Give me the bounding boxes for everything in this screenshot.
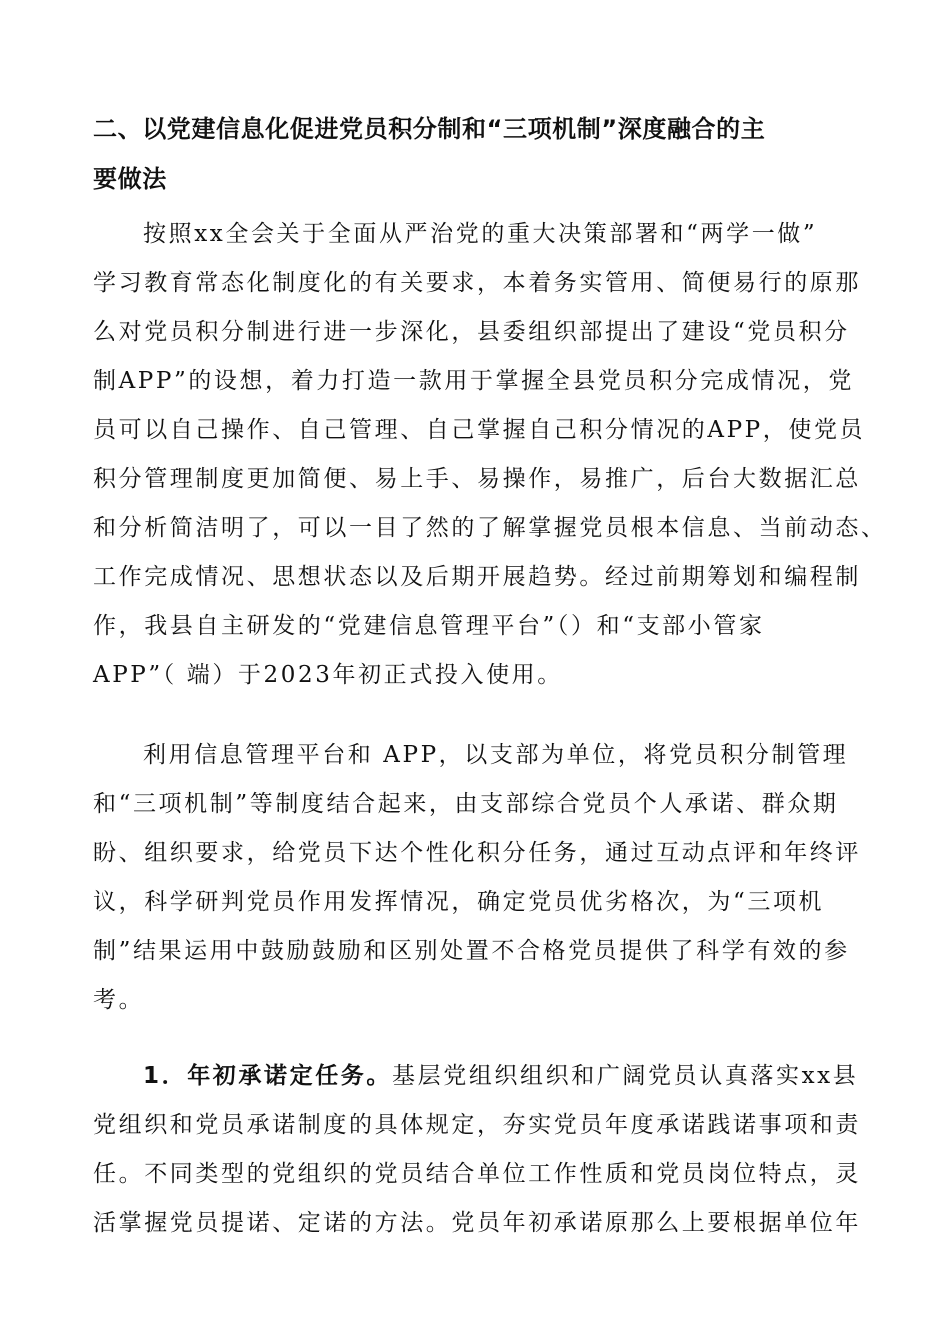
- paragraph-3-lead: 1．年初承诺定任务。: [143, 1063, 393, 1089]
- paragraph-1-line: 按照xx全会关于全面从严治党的重大决策部署和“两学一做”: [143, 221, 818, 247]
- paragraph-2-line: 议，科学研判党员作用发挥情况，确定党员优劣格次，为“三项机: [93, 889, 825, 915]
- paragraph-1-line: 和分析简洁明了，可以一目了然的了解掌握党员根本信息、当前动态、: [93, 515, 887, 541]
- paragraph-2-line: 考。: [93, 987, 145, 1013]
- paragraph-3-line: 党组织和党员承诺制度的具体规定，夯实党员年度承诺践诺事项和责: [93, 1112, 861, 1138]
- paragraph-1-line: 工作完成情况、思想状态以及后期开展趋势。经过前期筹划和编程制: [93, 564, 861, 590]
- paragraph-3-line: 活掌握党员提诺、定诺的方法。党员年初承诺原那么上要根据单位年: [93, 1210, 861, 1236]
- paragraph-2-line: 利用信息管理平台和 APP，以支部为单位，将党员积分制管理: [143, 742, 849, 768]
- paragraph-3-first-line: [143, 1061, 858, 1091]
- paragraph-3-line: 任。不同类型的党组织的党员结合单位工作性质和党员岗位特点，灵: [93, 1161, 861, 1187]
- paragraph-2-line: 和“三项机制”等制度结合起来，由支部综合党员个人承诺、群众期: [93, 791, 839, 817]
- paragraph-1-line: 制APP”的设想，着力打造一款用于掌握全县党员积分完成情况，党: [93, 368, 854, 394]
- paragraph-1-line: 作，我县自主研发的“党建信息管理平台”（）和“支部小管家: [93, 613, 765, 639]
- paragraph-1-line: 员可以自己操作、自己管理、自己掌握自己积分情况的APP，使党员: [93, 417, 866, 443]
- section-heading-line-2: 要做法: [93, 165, 167, 193]
- paragraph-3-first-rest: 基层党组织组织和广阔党员认真落实xx县: [392, 1063, 859, 1089]
- section-heading-line-1: 二、以党建信息化促进党员积分制和“三项机制”深度融合的主: [93, 115, 766, 143]
- paragraph-2-line: 盼、组织要求，给党员下达个性化积分任务，通过互动点评和年终评: [93, 840, 861, 866]
- paragraph-2-line: 制”结果运用中鼓励鼓励和区别处置不合格党员提供了科学有效的参: [93, 938, 850, 964]
- paragraph-1-line: APP”（ 端）于2023年初正式投入使用。: [93, 662, 563, 688]
- paragraph-1-line: 么对党员积分制进行进一步深化，县委组织部提出了建设“党员积分: [93, 319, 850, 345]
- paragraph-1-line: 积分管理制度更加简便、易上手、易操作，易推广，后台大数据汇总: [93, 466, 861, 492]
- paragraph-1-line: 学习教育常态化制度化的有关要求，本着务实管用、简便易行的原那: [93, 270, 861, 296]
